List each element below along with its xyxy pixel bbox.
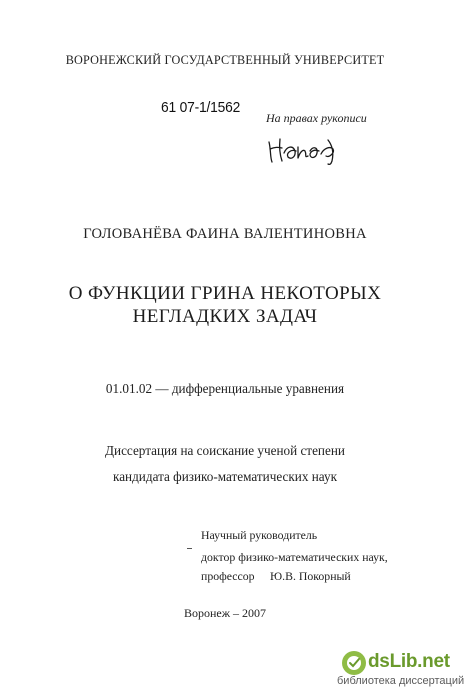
handwritten-signature (266, 132, 346, 166)
supervisor-label: Научный руководитель (201, 528, 318, 542)
watermark-name: dsLib.net (368, 651, 450, 672)
rights-note: На правах рукописи (266, 111, 367, 125)
degree-statement-line-1: Диссертация на соискание ученой степени (105, 443, 345, 458)
margin-mark (187, 548, 192, 549)
watermark-tagline: библиотека диссертаций (337, 675, 464, 687)
supervisor-name: Ю.В. Покорный (270, 569, 351, 583)
specialty-code: 01.01.02 — дифференциальные уравнения (105, 381, 345, 396)
supervisor-title: профессор (201, 569, 255, 583)
degree-statement-line-2: кандидата физико-математических наук (112, 469, 337, 484)
author-name: ГОЛОВАНЁВА ФАИНА ВАЛЕНТИНОВНА (83, 226, 367, 242)
dissertation-title-line-1: О ФУНКЦИИ ГРИНА НЕКОТОРЫХ (68, 283, 382, 304)
city-year: Воронеж – 2007 (183, 606, 267, 620)
catalog-number: 61 07-1/1562 (161, 99, 241, 116)
dissertation-title-line-2: НЕГЛАДКИХ ЗАДАЧ (132, 306, 318, 327)
supervisor-degree: доктор физико-математических наук, (201, 550, 388, 564)
university-name: ВОРОНЕЖСКИЙ ГОСУДАРСТВЕННЫЙ УНИВЕРСИТЕТ (65, 53, 385, 67)
